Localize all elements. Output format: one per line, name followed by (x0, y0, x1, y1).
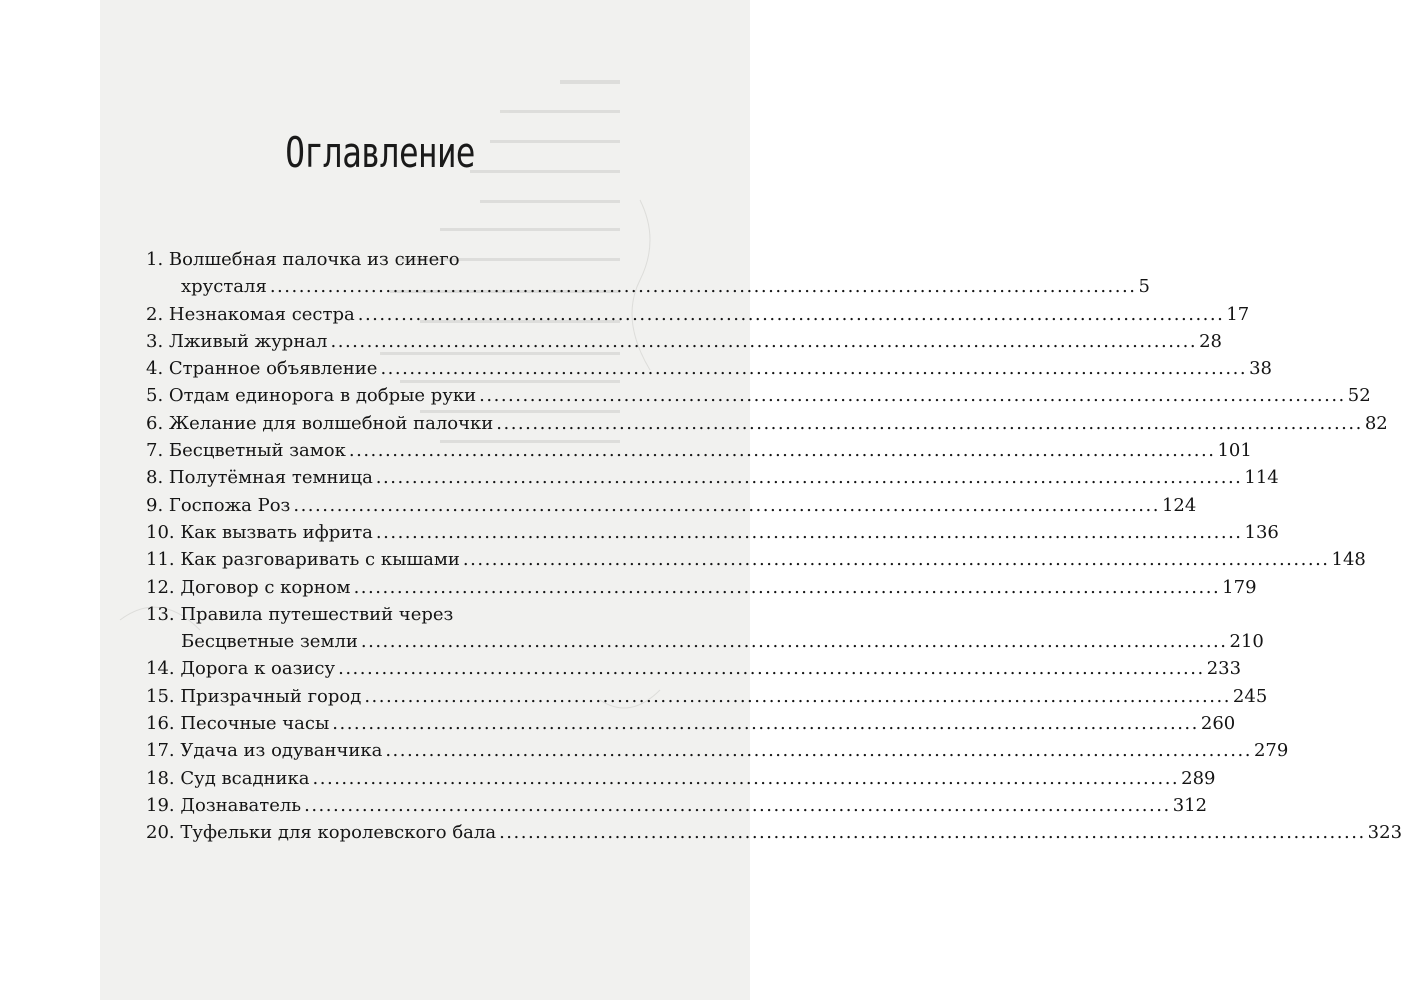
leader-dots: ........................................................................................................................ (375, 467, 1243, 489)
leader-dots: ........................................................................................................................ (348, 440, 1216, 462)
leader-dots: ........................................................................................................................ (364, 685, 1231, 707)
leader-dots: ........................................................................................................................ (332, 713, 1199, 735)
leader-dots: ........................................................................................................................ (375, 521, 1243, 543)
chapter-number: 8. (146, 467, 169, 489)
chapter-title: Песочные часы (180, 713, 330, 735)
chapter-number: 19. (146, 794, 181, 816)
leader-dots: ........................................................................................................................ (496, 412, 1363, 434)
chapter-title: Туфельки для королевского бала (180, 822, 497, 844)
chapter-number: 12. (146, 576, 181, 598)
chapter-number: 10. (146, 521, 181, 543)
toc-line (146, 710, 1236, 737)
toc-line (146, 819, 1402, 846)
chapter-title: Желание для волшебной палочки (168, 412, 494, 434)
chapter-number: 7. (146, 440, 169, 462)
toc-line (146, 246, 624, 273)
toc-line (146, 410, 1388, 437)
leader-dots: ........................................................................................................................ (293, 494, 1160, 516)
toc-entry (146, 683, 1268, 710)
chapter-number: 3. (146, 330, 169, 352)
toc-line (146, 628, 1264, 655)
chapter-title: Суд всадника (180, 767, 310, 789)
toc-entry (146, 355, 1272, 382)
page-number: 245 (1232, 685, 1268, 707)
page-number: 279 (1253, 740, 1289, 762)
toc-entry (146, 819, 1402, 846)
page-number: 323 (1367, 822, 1402, 844)
page-number: 17 (1226, 303, 1250, 325)
chapter-number: 9. (146, 494, 169, 516)
page-number: 233 (1206, 658, 1242, 680)
chapter-number: 6. (146, 412, 169, 434)
toc-line (146, 792, 1208, 819)
toc-line (146, 492, 1197, 519)
leader-dots: ........................................................................................................................ (380, 358, 1248, 380)
chapter-number: 4. (146, 358, 169, 380)
toc-entry (146, 328, 1223, 355)
toc-entry (146, 519, 1279, 546)
toc-line (146, 737, 1289, 764)
chapter-title: Отдам единорога в добрые руки (168, 385, 477, 407)
page-number: 82 (1364, 412, 1388, 434)
toc-line (146, 574, 1257, 601)
chapter-title: Лживый журнал (168, 330, 328, 352)
leader-dots: ........................................................................................................................ (499, 822, 1366, 844)
leader-dots: ........................................................................................................................ (360, 631, 1228, 653)
chapter-number: 5. (146, 385, 169, 407)
chapter-number: 2. (146, 303, 169, 325)
chapter-number: 16. (146, 713, 181, 735)
page-number: 179 (1222, 576, 1257, 598)
toc-entry (146, 710, 1236, 737)
toc-entry (146, 546, 1366, 573)
chapter-title: Дорога к оазису (180, 658, 336, 680)
page-number: 52 (1347, 385, 1371, 407)
chapter-title: Договор с корном (180, 576, 351, 598)
toc-entry (146, 765, 1216, 792)
chapter-number: 15. (146, 685, 181, 707)
chapter-title: Удача из одуванчика (180, 740, 383, 762)
chapter-number: 11. (146, 549, 181, 571)
toc-entry (146, 410, 1388, 437)
toc-line (146, 273, 1150, 300)
chapter-number: 17. (146, 740, 181, 762)
toc-entry (146, 574, 1257, 601)
chapter-number: 1. (146, 249, 169, 270)
toc-entry (146, 655, 1242, 682)
toc-line (146, 546, 1366, 573)
leader-dots: ........................................................................................................................ (304, 794, 1171, 816)
toc-entry (146, 301, 1250, 328)
page-number: 5 (1138, 276, 1150, 298)
table-of-contents (146, 246, 1402, 847)
chapter-title: Госпожа Роз (168, 494, 291, 516)
toc-entry (146, 492, 1197, 519)
toc-line (146, 437, 1252, 464)
chapter-title: Правила путешествий через (180, 603, 454, 625)
toc-line (146, 765, 1216, 792)
toc-line (146, 601, 624, 628)
chapter-title: Странное объявление (168, 358, 378, 380)
toc-entry (146, 601, 1264, 656)
chapter-title: Волшебная палочка из синего (168, 249, 460, 270)
toc-line (146, 355, 1272, 382)
toc-entry (146, 792, 1208, 819)
toc-entry (146, 437, 1252, 464)
chapter-number: 20. (146, 822, 181, 844)
page-number: 28 (1199, 330, 1223, 352)
leader-dots: ........................................................................................................................ (357, 303, 1225, 325)
page-number: 148 (1331, 549, 1366, 571)
chapter-title: хрусталя (181, 276, 267, 298)
leader-dots: ........................................................................................................................ (269, 276, 1137, 298)
chapter-title: Полутёмная темница (168, 467, 373, 489)
leader-dots: ........................................................................................................................ (479, 385, 1346, 407)
toc-line (146, 655, 1242, 682)
toc-entry (146, 464, 1279, 491)
leader-dots: ........................................................................................................................ (338, 658, 1205, 680)
page-number: 210 (1229, 631, 1264, 653)
toc-line (146, 519, 1279, 546)
toc-line (146, 301, 1250, 328)
chapter-number: 13. (146, 603, 181, 625)
toc-line (146, 328, 1223, 355)
chapter-title: Призрачный город (180, 685, 362, 707)
chapter-title: Незнакомая сестра (168, 303, 355, 325)
page-number: 114 (1244, 467, 1279, 489)
page-number: 312 (1172, 794, 1208, 816)
page-title: Оглавление (285, 128, 475, 177)
page-number: 101 (1217, 440, 1252, 462)
leader-dots: ........................................................................................................................ (462, 549, 1330, 571)
chapter-title: Бесцветный замок (168, 440, 346, 462)
leader-dots: ........................................................................................................................ (312, 767, 1180, 789)
chapter-title: Как разговаривать с кышами (180, 549, 460, 571)
page-number: 124 (1161, 494, 1197, 516)
toc-line (146, 464, 1279, 491)
page-number: 289 (1181, 767, 1216, 789)
page-number: 260 (1200, 713, 1236, 735)
toc-line (146, 382, 1371, 409)
chapter-title: Дознаватель (180, 794, 302, 816)
toc-entry (146, 382, 1371, 409)
toc-line (146, 683, 1268, 710)
chapter-title: Как вызвать ифрита (180, 521, 373, 543)
leader-dots: ........................................................................................................................ (330, 330, 1198, 352)
page-number: 38 (1249, 358, 1272, 380)
leader-dots: ........................................................................................................................ (385, 740, 1252, 762)
leader-dots: ........................................................................................................................ (353, 576, 1221, 598)
page-number: 136 (1244, 521, 1279, 543)
chapter-title: Бесцветные земли (181, 631, 358, 653)
chapter-number: 14. (146, 658, 181, 680)
toc-entry (146, 246, 1150, 301)
toc-entry (146, 737, 1289, 764)
chapter-number: 18. (146, 767, 181, 789)
